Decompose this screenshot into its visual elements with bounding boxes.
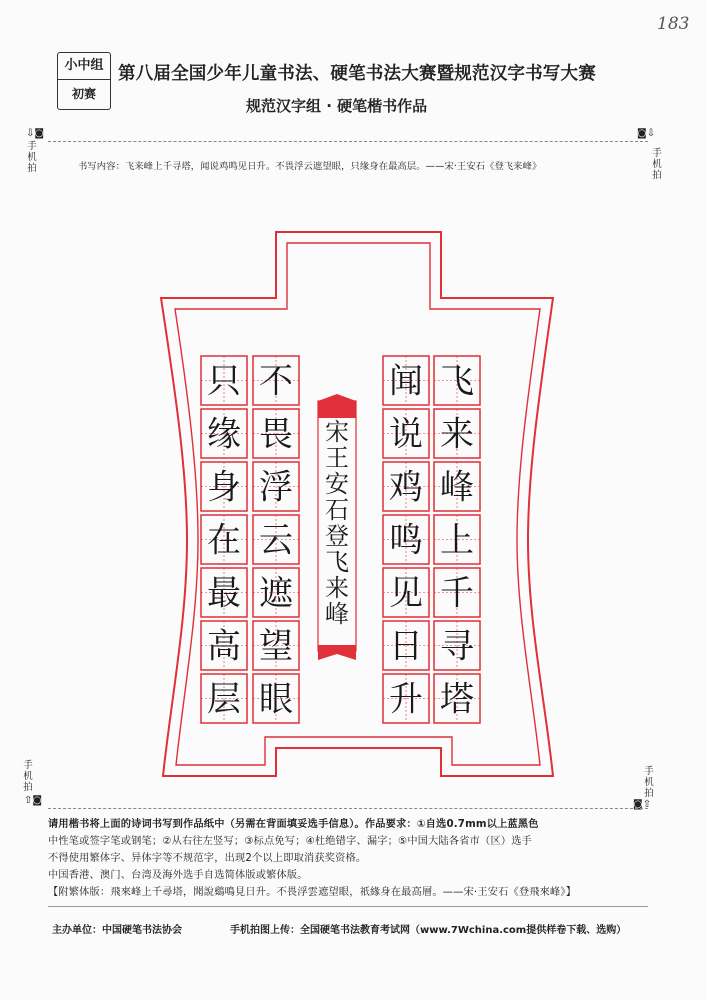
calligraphy-character: 见 <box>389 573 423 614</box>
calligraphy-character: 望 <box>259 626 293 667</box>
signature-character: 石 <box>325 496 349 524</box>
calligraphy-character: 来 <box>440 414 474 455</box>
bottom-divider <box>48 808 648 809</box>
calligraphy-character: 千 <box>440 573 474 614</box>
signature-top-ornament <box>318 394 356 418</box>
instruction-line: 中国香港、澳门、台湾及海外选手自选简体版或繁体版。 <box>48 870 308 881</box>
calligraphy-character: 不 <box>259 361 293 402</box>
signature-bottom-ornament <box>318 645 356 660</box>
camera-icon: ⇩◙ <box>26 128 45 139</box>
instruction-line: 请用楷书将上面的诗词书写到作品纸中（另需在背面填妥选手信息）。作品要求：①自选0.7mm以上蓝黑色 <box>48 819 539 830</box>
character-cell <box>253 409 299 458</box>
camera-icon: ◙⇩ <box>637 128 656 139</box>
signature-character: 峰 <box>325 600 349 628</box>
signature-character: 安 <box>325 470 349 498</box>
phone-photo-mark-left: 手机拍 <box>23 760 33 793</box>
calligraphy-character: 飞 <box>440 361 474 402</box>
calligraphy-character: 身 <box>207 467 241 508</box>
calligraphy-character: 说 <box>389 414 423 455</box>
calligraphy-character: 层 <box>207 679 241 720</box>
camera-icon: ⇧◙ <box>24 795 43 806</box>
traditional-version-line: 【附繁体版：飛來峰上千尋塔，聞說鷄鳴見日升。不畏浮雲遮望眼，祇緣身在最高層。——宋·王安石《登飛來峰》】 <box>48 887 577 898</box>
character-cell <box>383 568 429 617</box>
camera-icon: ◙⇧ <box>633 799 652 810</box>
character-cell <box>253 356 299 405</box>
signature-character: 来 <box>325 574 349 602</box>
character-cell <box>201 515 247 564</box>
character-cell <box>434 621 480 670</box>
character-cell <box>201 356 247 405</box>
footer-divider <box>48 906 648 907</box>
signature-column <box>318 394 356 660</box>
calligraphy-character: 上 <box>440 520 474 561</box>
organizer-text: 主办单位：中国硬笔书法协会 <box>52 925 182 936</box>
character-cell <box>201 621 247 670</box>
calligraphy-character: 峰 <box>440 467 474 508</box>
phone-photo-mark-right: 手机拍 <box>644 766 654 799</box>
calligraphy-character: 云 <box>259 520 293 561</box>
signature-character: 飞 <box>325 548 349 576</box>
signature-character: 宋 <box>325 418 349 446</box>
calligraphy-character: 升 <box>389 679 423 720</box>
upload-text: 手机拍图上传：全国硬笔书法教育考试网（www.7Wchina.com提供样卷下载、选购） <box>230 925 627 936</box>
instruction-line: 不得使用繁体字、异体字等不规范字，出现2个以上即取消获奖资格。 <box>48 853 367 864</box>
character-cell <box>434 462 480 511</box>
calligraphy-character: 只 <box>207 361 241 402</box>
character-cell <box>201 568 247 617</box>
calligraphy-character: 缘 <box>207 414 241 455</box>
character-cell <box>253 462 299 511</box>
signature-character: 王 <box>325 444 349 472</box>
character-cell <box>434 409 480 458</box>
character-cell <box>383 621 429 670</box>
calligraphy-character: 塔 <box>440 679 474 720</box>
character-cell <box>253 621 299 670</box>
character-cell <box>253 515 299 564</box>
writing-content: 书写内容：飞来峰上千寻塔，闻说鸡鸣见日升。不畏浮云遮望眼，只缘身在最高层。——宋·王安石《登飞来峰》 <box>78 161 542 172</box>
character-cell <box>383 462 429 511</box>
calligraphy-character: 畏 <box>259 414 293 455</box>
calligraphy-character: 鸡 <box>389 467 423 508</box>
calligraphy-character: 寻 <box>440 626 474 667</box>
character-cell <box>201 462 247 511</box>
calligraphy-character: 遮 <box>259 573 293 614</box>
round-label: 初赛 <box>71 87 96 101</box>
calligraphy-character: 眼 <box>259 679 293 720</box>
signature-character: 登 <box>325 522 349 550</box>
character-cell <box>253 674 299 723</box>
page-subtitle: 规范汉字组 · 硬笔楷书作品 <box>246 97 428 115</box>
character-cell <box>434 568 480 617</box>
page-number: 183 <box>657 14 690 34</box>
calligraphy-character: 在 <box>207 520 241 561</box>
phone-photo-mark-left: 手机拍 <box>27 141 37 174</box>
character-cell <box>253 568 299 617</box>
calligraphy-character: 最 <box>207 573 241 614</box>
instruction-line: 中性笔或签字笔或钢笔；②从右往左竖写；③标点免写；④杜绝错字、漏字；⑤中国大陆各省市（区）选手 <box>48 836 532 847</box>
character-cell <box>434 674 480 723</box>
character-cell <box>201 674 247 723</box>
group-label: 小中组 <box>58 53 110 80</box>
calligraphy-character: 闻 <box>389 361 423 402</box>
calligraphy-character: 鸣 <box>389 520 423 561</box>
character-cell <box>383 356 429 405</box>
character-cell <box>383 674 429 723</box>
calligraphy-character: 高 <box>207 626 241 667</box>
page-title: 第八届全国少年儿童书法、硬笔书法大赛暨规范汉字书写大赛 <box>118 64 596 84</box>
calligraphy-character: 日 <box>389 626 423 667</box>
character-cell <box>434 356 480 405</box>
character-cell <box>201 409 247 458</box>
calligraphy-character: 浮 <box>259 467 293 508</box>
phone-photo-mark-right: 手机拍 <box>652 148 662 181</box>
character-cell <box>383 515 429 564</box>
character-cell <box>434 515 480 564</box>
character-cell <box>383 409 429 458</box>
